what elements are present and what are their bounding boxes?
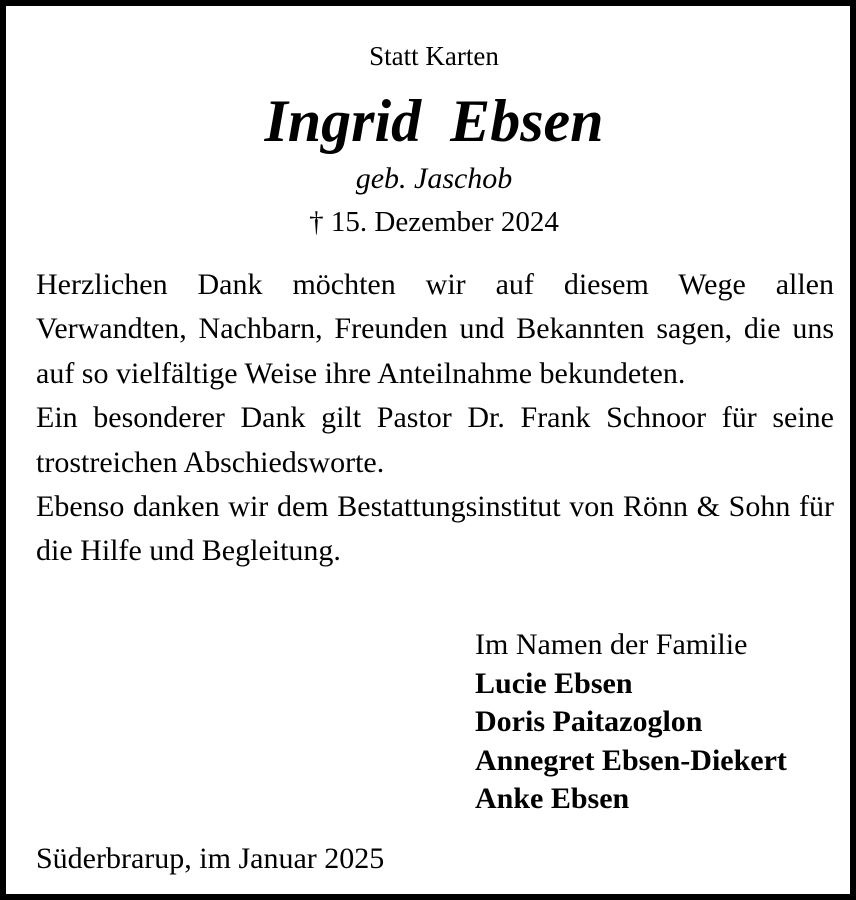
family-signature	[475, 626, 787, 819]
funeral-home-thanks-paragraph: Ebenso danken wir dem Bestattungsinstitut von Rönn & Sohn für die Hilfe und Begleitung.	[36, 490, 834, 568]
signatory-name: Annegret Ebsen-Diekert	[475, 743, 787, 777]
signatory-name: Doris Paitazoglon	[475, 705, 703, 738]
place-and-date: Süderbrarup, im Januar 2025	[36, 842, 385, 875]
signatory-name: Anke Ebsen	[475, 782, 630, 815]
death-date: † 15. Dezember 2024	[309, 206, 559, 238]
notice-headline: Statt Karten	[369, 41, 499, 71]
deceased-name: Ingrid Ebsen	[264, 88, 604, 154]
thank-you-paragraph: Herzlichen Dank möchten wir auf diesem Wege allen Verwandten, Nachbarn, Freunden und Bekannten sagen, die uns auf so vielfältige Weise ihre Anteilnahme bekundeten.	[36, 268, 834, 390]
signature-intro: Im Namen der Familie	[475, 628, 748, 661]
thank-you-text	[36, 263, 834, 574]
signatory-name: Lucie Ebsen	[475, 666, 633, 700]
birth-name: geb. Jaschob	[355, 162, 513, 195]
pastor-thanks-paragraph: Ein besonderer Dank gilt Pastor Dr. Frank Schnoor für seine trostreichen Abschiedsworte.	[36, 401, 834, 479]
